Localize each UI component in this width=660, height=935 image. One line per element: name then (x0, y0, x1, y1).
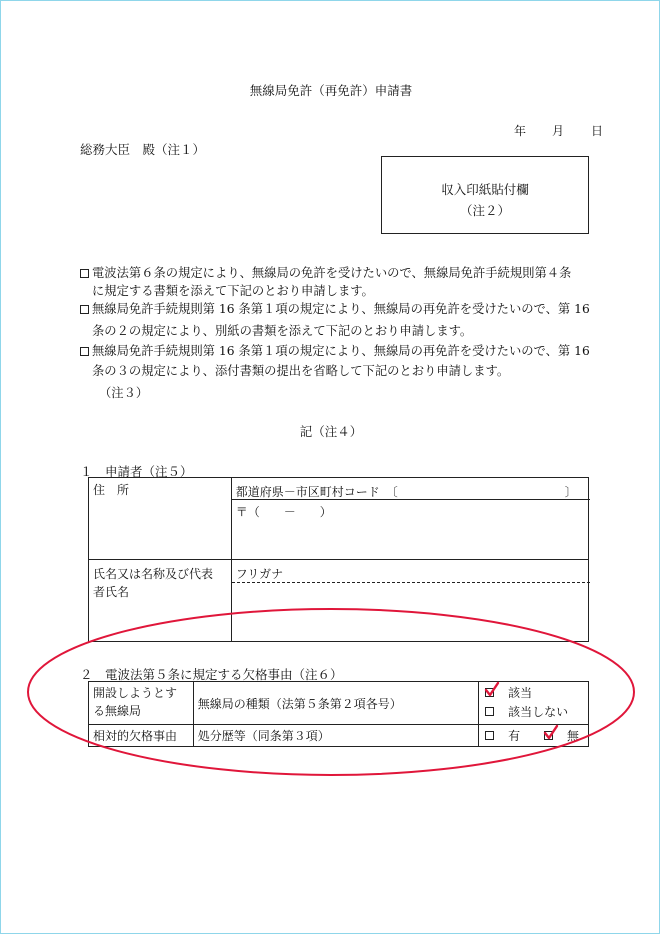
postal-code-field[interactable]: 〒（ － ） (235, 505, 332, 519)
station-label-line2: る無線局 (93, 704, 142, 718)
name-label-line2: 者氏名 (93, 585, 130, 599)
station-label-line1: 開設しようとす (93, 686, 178, 700)
relative-grounds-label: 相対的欠格事由 (93, 729, 178, 743)
option-has-label: 有 (508, 729, 521, 743)
municipality-code-label: 都道府県－市区町村コード 〔 (235, 485, 398, 499)
furigana-label: フリガナ (235, 567, 284, 581)
option-applicable-label: 該当 (508, 686, 533, 700)
option-none-label: 無 (566, 729, 579, 743)
municipality-code-close: 〕 (564, 485, 577, 499)
option-renewal-omit-cont: 条の３の規定により、添付書類の提出を省略して下記のとおり申請します。 (92, 364, 510, 378)
stamp-box-note: （注２） (459, 203, 510, 218)
ki-heading: 記（注４） (299, 424, 363, 439)
addressee: 総務大臣 殿（注１） (80, 142, 206, 157)
annotation-ellipse (1, 1, 660, 935)
option-new-license-text: 電波法第６条の規定により、無線局の免許を受けたいので、無線局免許手続規則第４条 (92, 266, 572, 280)
note-3: （注３） (99, 386, 149, 400)
option-new-license-cont: に規定する書類を添えて下記のとおり申請します。 (92, 284, 374, 298)
section2-heading: ２ 電波法第５条に規定する欠格事由（注６） (80, 667, 343, 682)
option-renewal-docs-text: 無線局免許手続規則第 16 条第１項の規定により、無線局の再免許を受けたいので、第 16 (92, 302, 590, 316)
date-year: 年 (514, 124, 527, 138)
option-not-applicable-label: 該当しない (508, 705, 569, 719)
option-renewal-docs-cont: 条の２の規定により、別紙の書類を添えて下記のとおり申請します。 (92, 324, 473, 338)
name-label-line1: 氏名又は名称及び代表 (93, 567, 214, 581)
document-title: 無線局免許（再免許）申請書 (249, 83, 413, 98)
option-renewal-omit-text: 無線局免許手続規則第 16 条第１項の規定により、無線局の再免許を受けたいので、第 16 (92, 344, 590, 358)
date-day: 日 (591, 124, 604, 138)
date-month: 月 (552, 124, 565, 138)
station-type-label: 無線局の種類（法第５条第２項各号） (197, 696, 402, 711)
stamp-box-label: 収入印紙貼付欄 (441, 182, 529, 197)
disposition-history-label: 処分歴等（同条第３項） (197, 729, 330, 743)
section1-heading: １ 申請者（注５） (80, 464, 193, 479)
address-label: 住 所 (93, 483, 130, 497)
